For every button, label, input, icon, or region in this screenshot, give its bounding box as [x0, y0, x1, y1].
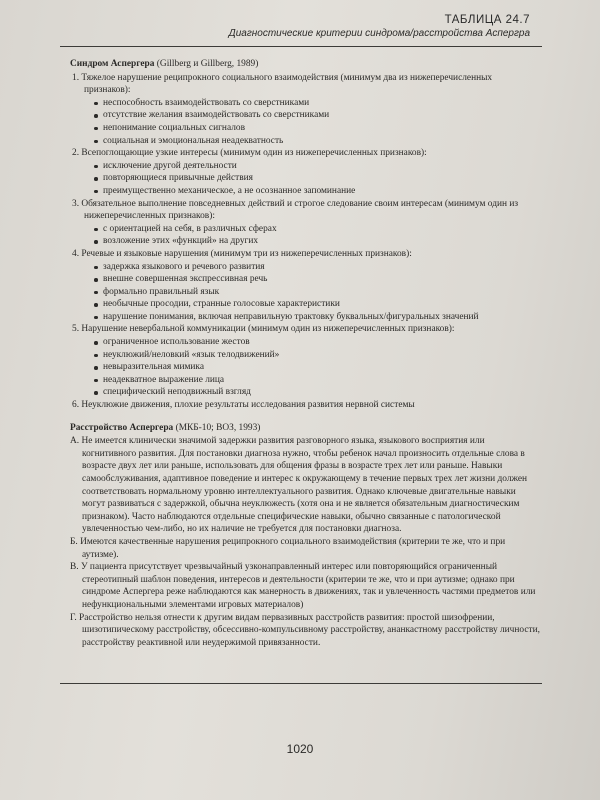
- criterion-block: [70, 399, 540, 412]
- list-item: возложение этих «функций» на других: [94, 235, 540, 248]
- table-label: ТАБЛИЦА 24.7: [444, 14, 530, 26]
- criterion-block: [70, 72, 540, 148]
- criterion-1: 1. Тяжелое нарушение реципрокного социального взаимодействия (минимум два из нижеперечисленных признаков):: [72, 72, 493, 96]
- list-item: невыразительная мимика: [94, 361, 540, 374]
- list-item: необычные просодии, странные голосовые характеристики: [94, 298, 540, 311]
- list-item: неуклюжий/неловкий «язык телодвижений»: [94, 349, 540, 362]
- criterion-block: [70, 323, 540, 399]
- list-item: специфический неподвижный взгляд: [94, 386, 540, 399]
- page-number: 1020: [286, 742, 314, 756]
- table-subtitle: Диагностические критерии синдрома/расстройства Аспергра: [228, 28, 530, 39]
- table-header: [60, 14, 530, 39]
- top-rule: [60, 46, 542, 47]
- criterion-block: [70, 248, 540, 324]
- list-item: ограниченное использование жестов: [94, 336, 540, 349]
- list-item: отсутствие желания взаимодействовать со сверстниками: [94, 109, 540, 122]
- list-item: задержка языкового и речевого развития: [94, 261, 540, 274]
- criterion-a: А. Не имеется клинически значимой задержки развития разговорного языка, языкового восприятия или когнитивного развития. Для постановки диагноза нужно, чтобы ребенок начал произносить отдельные слова в возрасте двух лет или раньше, использовать для общения фразы в возрасте трех лет или раньше. Навыки самообслуживания, адаптивное поведение и интерес к окружающему в течение первых трех лет жизни должен соответствовать нормальному уровню интеллектуального развития. Однако ключевые двигательные навыки могут развиваться с задержкой, обычна неуклюжесть (хотя она и не является обязательным диагностическим признаком). Часто наблюдаются отдельные специфические навыки, обычно связанные с патологической увлеченностью чем-либо, но их наличие не требуется для постановки диагноза.: [70, 436, 528, 535]
- section-source: (МКБ-10; ВОЗ, 1993): [173, 422, 261, 433]
- list-item: внешне совершенная экспрессивная речь: [94, 273, 540, 286]
- list-item: преимущественно механическое, а не осознанное запоминание: [94, 185, 540, 198]
- bottom-rule: [60, 683, 542, 684]
- list-item: социальная и эмоциональная неадекватность: [94, 135, 540, 148]
- section-title-gillberg: [70, 58, 540, 71]
- list-item: формально правильный язык: [94, 286, 540, 299]
- criterion-2-list: [70, 160, 540, 198]
- criterion-b: Б. Имеются качественные нарушения реципрокного социального взаимодействия (критерии те же, что и при аутизме).: [70, 536, 506, 560]
- list-item: исключение другой деятельности: [94, 160, 540, 173]
- section-source: (Gillberg и Gillberg, 1989): [154, 59, 259, 69]
- section-title-icd10: [70, 422, 540, 435]
- criterion-g: Г. Расстройство нельзя отнести к другим видам первазивных расстройств развития: простой шизофрении, шизотипическому расстройству, обсессивно-компульсивному расстройству, ананкастному расстройству личности, расстройству реактивной или неудержимой привязанности.: [70, 612, 540, 648]
- criterion-5: 5. Нарушение невербальной коммуникации (минимум один из нижеперечисленных признаков):: [72, 324, 455, 335]
- list-item: нарушение понимания, включая неправильную трактовку буквальных/фигуральных значений: [94, 311, 540, 324]
- section-gap: [70, 412, 540, 422]
- table-body: [70, 58, 540, 649]
- criterion-3-list: [70, 223, 540, 248]
- list-item: неспособность взаимодействовать со сверстниками: [94, 97, 540, 110]
- section-title-text: Синдром Аспергера: [70, 59, 155, 69]
- section-title-text: Расстройство Аспергера: [70, 422, 174, 433]
- list-item: непонимание социальных сигналов: [94, 122, 540, 135]
- list-item: неадекватное выражение лица: [94, 374, 540, 387]
- criterion-block: [70, 147, 540, 197]
- criterion-4-list: [70, 261, 540, 324]
- criterion-6: 6. Неуклюжие движения, плохие результаты исследования развития нервной системы: [72, 400, 415, 411]
- list-item: с ориентацией на себя, в различных сферах: [94, 223, 540, 236]
- criterion-5-list: [70, 336, 540, 399]
- list-item: повторяющиеся привычные действия: [94, 172, 540, 185]
- criterion-2: 2. Всепоглощающие узкие интересы (минимум один из нижеперечисленных признаков):: [72, 148, 427, 159]
- criterion-3: 3. Обязательное выполнение повседневных действий и строгое следование своим интересам (минимум один из нижеперечисленных признаков):: [72, 198, 519, 222]
- criterion-1-list: [70, 97, 540, 147]
- criterion-block: [70, 198, 540, 248]
- criterion-v: В. У пациента присутствует чрезвычайный узконаправленный интерес или повторяющийся ограниченный стереотипный шаблон поведения, интересов и деятельности (критерии те же, что и при аутизме; однако при синдроме Аспергера реже наблюдаются как манерность в движениях, так и увлеченность частями предметов или нефункциональными элементами игровых материалов): [70, 562, 536, 610]
- criterion-4: 4. Речевые и языковые нарушения (минимум три из нижеперечисленных признаков):: [72, 248, 412, 259]
